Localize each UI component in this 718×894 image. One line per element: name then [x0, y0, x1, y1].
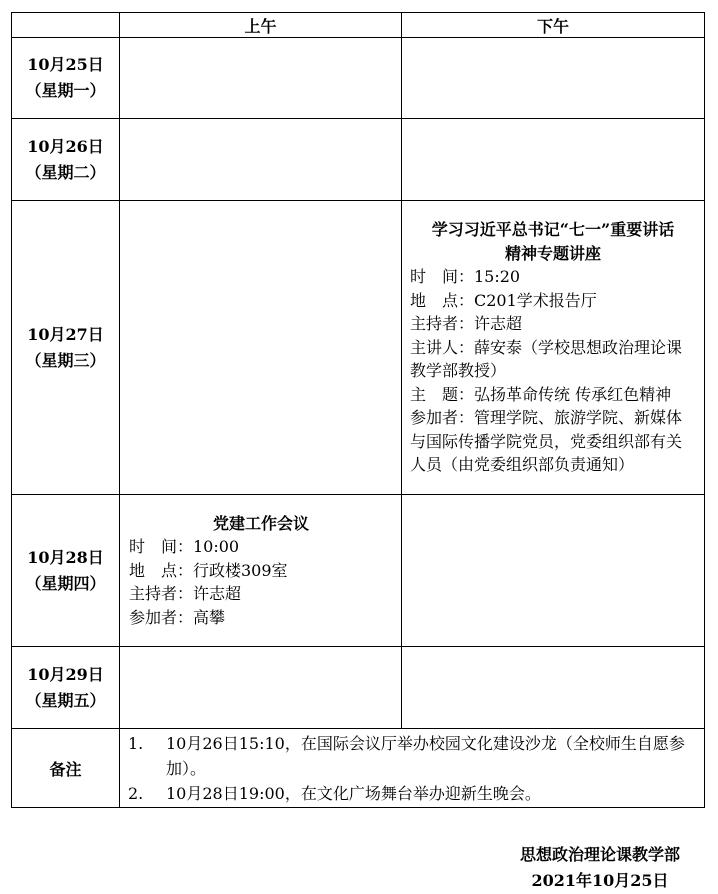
- header-morning: 上午: [120, 13, 402, 38]
- notes-list: [120, 731, 704, 806]
- note-number: 2.: [128, 783, 144, 803]
- lecture-event: [402, 218, 704, 477]
- event-attendees: 参加者：管理学院、旅游学院、新媒体与国际传播学院党员，党委组织部有关人员（由党委组织部负责通知）: [410, 408, 683, 475]
- day-row-oct28: [12, 495, 705, 647]
- afternoon-cell: [402, 647, 705, 729]
- signature-block: [520, 842, 680, 894]
- morning-cell: [120, 119, 402, 201]
- date-label: 10月27日: [27, 324, 104, 344]
- morning-cell: [120, 201, 402, 495]
- morning-cell: [120, 495, 402, 647]
- event-place: 地 点：行政楼309室: [129, 560, 288, 580]
- event-theme: 主 题：弘扬革命传统 传承红色精神: [410, 384, 672, 404]
- note-text: 10月28日19:00，在文化广场舞台举办迎新生晚会。: [166, 783, 541, 803]
- note-item: [128, 781, 696, 806]
- meeting-event: [120, 512, 401, 630]
- event-host: 主持者：许志超: [410, 314, 523, 334]
- weekday-label: （星期三）: [25, 350, 106, 370]
- note-text: 10月26日15:10，在国际会议厅举办校园文化建设沙龙（全校师生自愿参加）。: [166, 733, 685, 778]
- event-time: 时 间：10:00: [129, 537, 240, 557]
- notes-row: [12, 729, 705, 808]
- day-row-oct27: [12, 201, 705, 495]
- event-time: 时 间：15:20: [410, 267, 521, 287]
- event-speaker: 主讲人：薛安泰（学校思想政治理论课教学部教授）: [410, 337, 683, 381]
- note-number: 1.: [128, 733, 144, 753]
- weekday-label: （星期四）: [25, 573, 106, 593]
- date-cell: [12, 38, 120, 119]
- note-item: [128, 731, 696, 781]
- weekday-label: （星期一）: [25, 81, 106, 100]
- schedule-table: [11, 12, 705, 808]
- date-cell: [12, 201, 120, 495]
- date-label: 10月26日: [27, 136, 104, 156]
- date-cell: [12, 647, 120, 729]
- day-row-oct25: [12, 38, 705, 119]
- signature-date: 2021年10月25日: [531, 871, 669, 890]
- afternoon-cell: [402, 38, 705, 119]
- weekday-label: （星期五）: [25, 690, 106, 710]
- header-afternoon: 下午: [402, 13, 705, 38]
- day-row-oct26: [12, 119, 705, 201]
- afternoon-cell: [402, 119, 705, 201]
- event-attendees: 参加者：高攀: [129, 607, 226, 627]
- morning-cell: [120, 38, 402, 119]
- notes-label: 备注: [12, 729, 120, 808]
- header-row: [12, 13, 705, 38]
- notes-cell: [120, 729, 705, 808]
- date-cell: [12, 495, 120, 647]
- day-row-oct29: [12, 647, 705, 729]
- signature-department: 思想政治理论课教学部: [519, 845, 680, 864]
- event-title: 学习习近平总书记“七一”重要讲话: [431, 220, 675, 240]
- event-place: 地 点：C201学术报告厅: [410, 290, 597, 310]
- date-cell: [12, 119, 120, 201]
- morning-cell: [120, 647, 402, 729]
- date-label: 10月28日: [27, 547, 104, 567]
- header-corner-cell: [12, 13, 120, 38]
- afternoon-cell: [402, 495, 705, 647]
- event-title: 党建工作会议: [212, 513, 309, 533]
- event-host: 主持者：许志超: [129, 584, 242, 604]
- afternoon-cell: [402, 201, 705, 495]
- event-title-continued: 精神专题讲座: [504, 243, 601, 263]
- weekday-label: （星期二）: [25, 162, 106, 182]
- date-label: 10月25日: [27, 55, 104, 74]
- date-label: 10月29日: [27, 664, 104, 684]
